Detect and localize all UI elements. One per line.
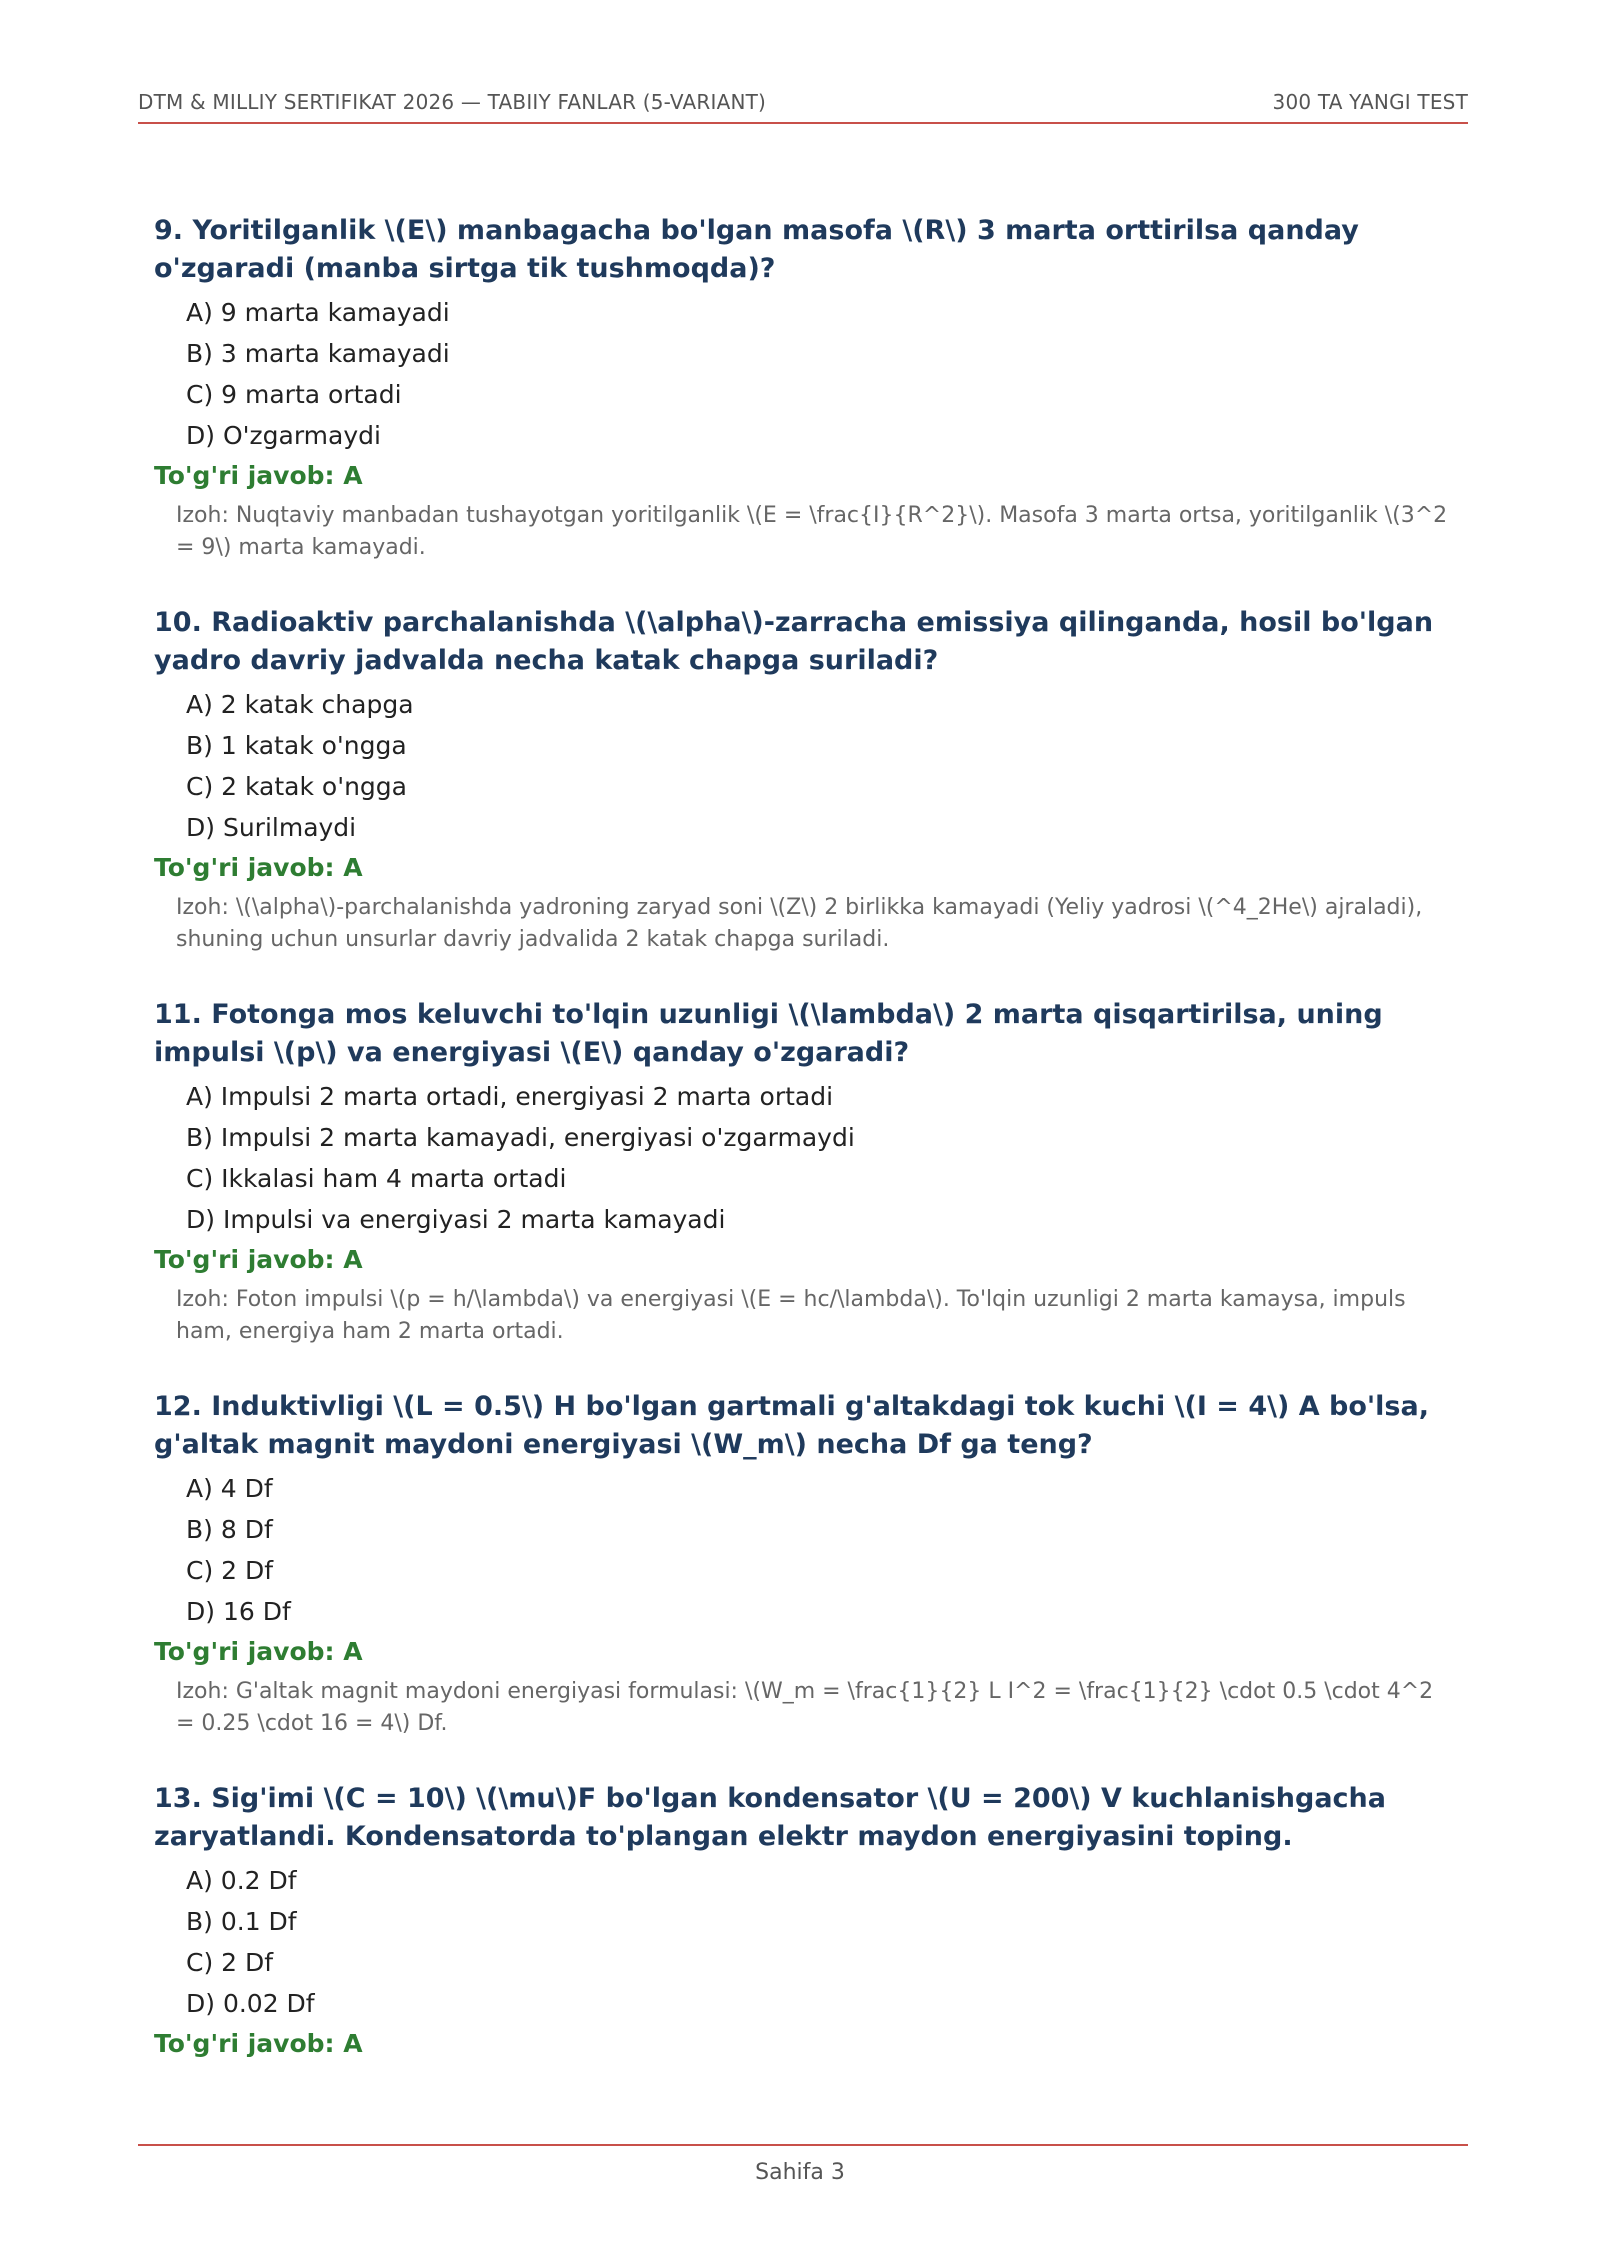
option-a: A) 4 Df (186, 1474, 273, 1503)
question-title: 11. Fotonga mos keluvchi to'lqin uzunligi \(\lambda\) 2 marta qisqartirilsa, uning impulsi \(p\) va energiyasi \(E\) qanday o'zgaradi? (154, 999, 1383, 1068)
question-title: 10. Radioaktiv parchalanishda \(\alpha\)-zarracha emissiya qilinganda, hosil bo'lgan yadro davriy jadvalda necha katak chapga suriladi? (154, 607, 1434, 676)
question-title: 13. Sig'imi \(C = 10\) \(\mu\)F bo'lgan kondensator \(U = 200\) V kuchlanishgacha zaryatlandi. Kondensatorda to'plangan elektr maydon energiyasini toping. (154, 1783, 1386, 1852)
explanation: Izoh: G'altak magnit maydoni energiyasi formulasi: \(W_m = \frac{1}{2} L I^2 = \frac{1}{2} \cdot 0.5 \cdot 4^2 = 0.25 \cdot 16 = 4\) Df. (176, 1679, 1434, 1736)
option-d: D) 16 Df (186, 1597, 291, 1626)
option-a: A) 0.2 Df (186, 1866, 297, 1895)
question-12 (154, 1388, 1454, 1740)
option-b: B) 8 Df (186, 1515, 273, 1544)
question-9 (154, 212, 1454, 564)
option-c: C) Ikkalasi ham 4 marta ortadi (186, 1164, 567, 1193)
option-d: D) 0.02 Df (186, 1989, 315, 2018)
option-d: D) O'zgarmaydi (186, 421, 381, 450)
option-b: B) 1 katak o'ngga (186, 731, 407, 760)
option-c: C) 2 Df (186, 1556, 274, 1585)
option-d: D) Surilmaydi (186, 813, 357, 842)
option-d: D) Impulsi va energiyasi 2 marta kamayadi (186, 1205, 726, 1234)
correct-answer: To'g'ri javob: A (154, 853, 363, 882)
correct-answer: To'g'ri javob: A (154, 1245, 363, 1274)
explanation: Izoh: Nuqtaviy manbadan tushayotgan yoritilganlik \(E = \frac{I}{R^2}\). Masofa 3 marta ortsa, yoritilganlik \(3^2 = 9\) marta kamayadi. (176, 503, 1448, 560)
question-11 (154, 996, 1454, 1348)
option-list (186, 1860, 1454, 2024)
page-header (138, 90, 1468, 124)
option-c: C) 2 katak o'ngga (186, 772, 407, 801)
header-subtitle: 300 TA YANGI TEST (1272, 90, 1468, 114)
page-number: Sahifa 3 (755, 2160, 845, 2185)
option-b: B) 0.1 Df (186, 1907, 297, 1936)
question-title: 9. Yoritilganlik \(E\) manbagacha bo'lgan masofa \(R\) 3 marta orttirilsa qanday o'zgaradi (manba sirtga tik tushmoqda)? (154, 215, 1359, 284)
option-c: C) 9 marta ortadi (186, 380, 402, 409)
option-list (186, 684, 1454, 848)
question-title: 12. Induktivligi \(L = 0.5\) H bo'lgan gartmali g'altakdagi tok kuchi \(I = 4\) A bo'lsa, g'altak magnit maydoni energiyasi \(W_m\) necha Df ga teng? (154, 1391, 1429, 1460)
question-list (154, 212, 1454, 2104)
option-a: A) 9 marta kamayadi (186, 298, 450, 327)
option-a: A) Impulsi 2 marta ortadi, energiyasi 2 marta ortadi (186, 1082, 834, 1111)
correct-answer: To'g'ri javob: A (154, 2029, 363, 2058)
header-title: DTM & MILLIY SERTIFIKAT 2026 — TABIIY FANLAR (5-VARIANT) (138, 90, 767, 114)
question-13 (154, 1780, 1454, 2064)
correct-answer: To'g'ri javob: A (154, 1637, 363, 1666)
option-list (186, 292, 1454, 456)
footer-divider (138, 2144, 1468, 2146)
option-a: A) 2 katak chapga (186, 690, 414, 719)
option-list (186, 1468, 1454, 1632)
option-b: B) Impulsi 2 marta kamayadi, energiyasi o'zgarmaydi (186, 1123, 855, 1152)
correct-answer: To'g'ri javob: A (154, 461, 363, 490)
explanation: Izoh: \(\alpha\)-parchalanishda yadroning zaryad soni \(Z\) 2 birlikka kamayadi (Yeliy yadrosi \(^4_2He\) ajraladi), shuning uchun unsurlar davriy jadvalida 2 katak chapga suriladi. (176, 895, 1423, 952)
question-10 (154, 604, 1454, 956)
explanation: Izoh: Foton impulsi \(p = h/\lambda\) va energiyasi \(E = hc/\lambda\). To'lqin uzunligi 2 marta kamaysa, impuls ham, energiya ham 2 marta ortadi. (176, 1287, 1406, 1344)
option-list (186, 1076, 1454, 1240)
option-b: B) 3 marta kamayadi (186, 339, 450, 368)
option-c: C) 2 Df (186, 1948, 274, 1977)
